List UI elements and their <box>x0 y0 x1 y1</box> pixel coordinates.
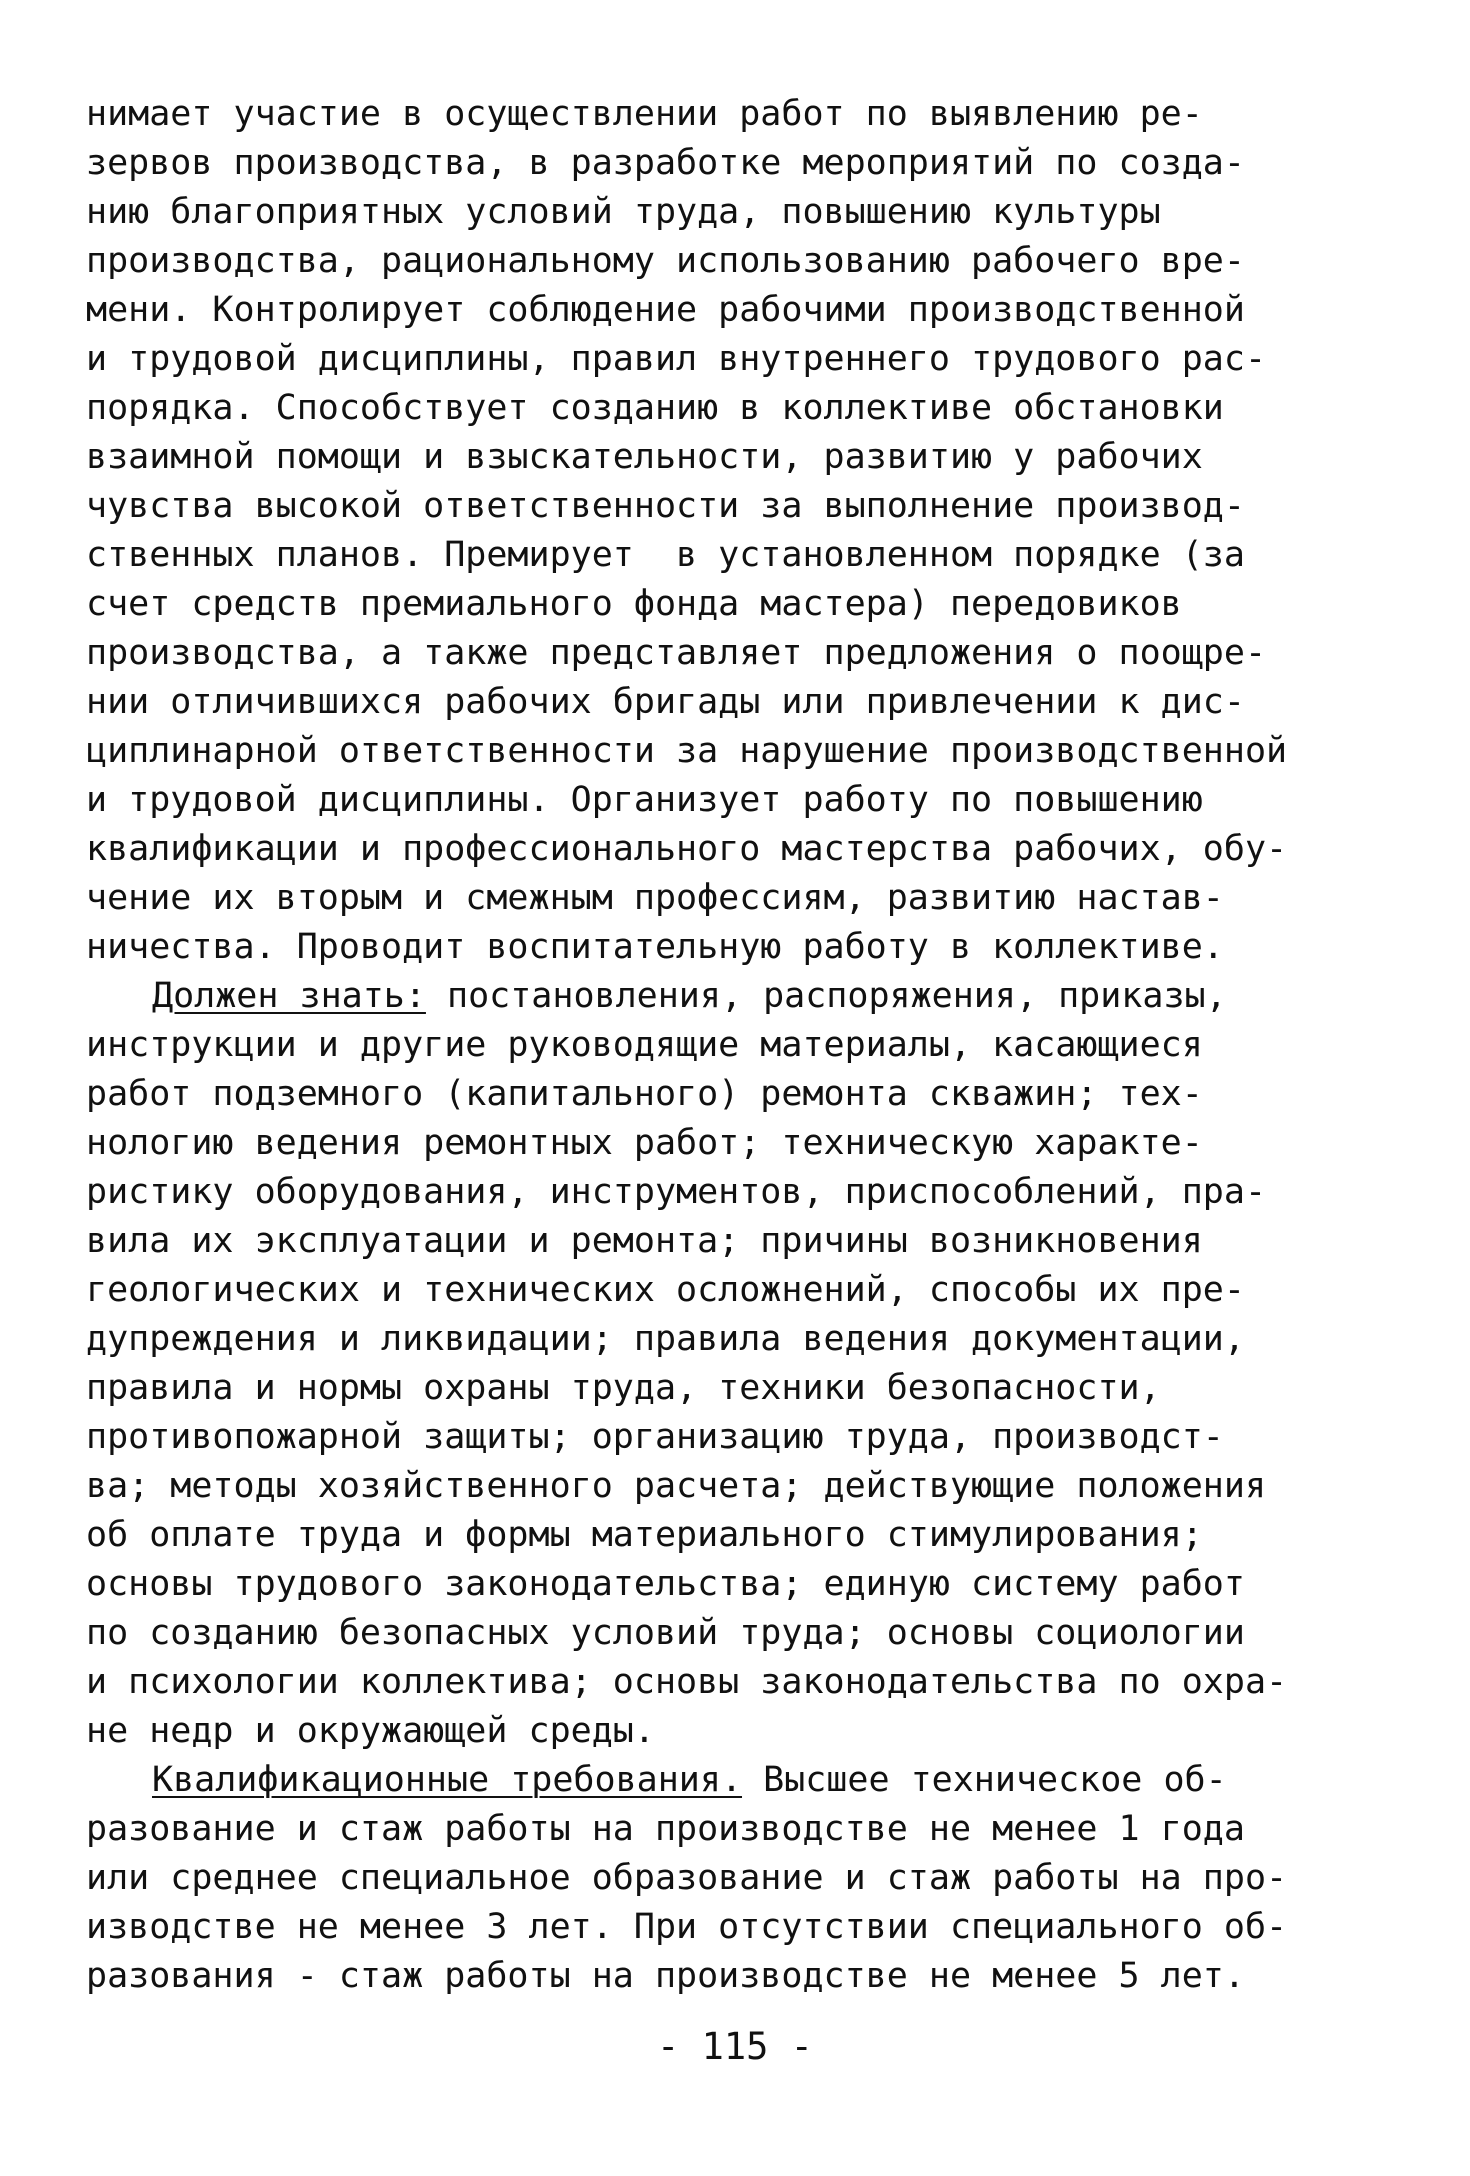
paragraph-responsibilities <box>86 90 1396 972</box>
text-span: Высшее техническое об- <box>742 1760 1227 1800</box>
text-line: квалификации и профессионального мастерства рабочих, обу- <box>86 829 1288 869</box>
text-line: производства, рациональному использованию рабочего вре- <box>86 241 1245 281</box>
text-line: счет средств премиального фонда мастера) передовиков <box>86 584 1182 624</box>
text-line: инструкции и другие руководящие материалы, касающиеся <box>86 1025 1203 1065</box>
text-line: ничества. Проводит воспитательную работу в коллективе. <box>86 927 1224 967</box>
text-span: постановления, распоряжения, приказы, <box>425 976 1227 1016</box>
text-line: производства, а также представляет предложения о поощре- <box>86 633 1267 673</box>
text-line: противопожарной защиты; организацию труда, производст- <box>86 1417 1224 1457</box>
text-line: дупреждения и ликвидации; правила ведения документации, <box>86 1319 1245 1359</box>
text-line: правила и нормы охраны труда, техники безопасности, <box>86 1368 1161 1408</box>
text-line: нологию ведения ремонтных работ; техническую характе- <box>86 1123 1203 1163</box>
text-line: чение их вторым и смежным профессиям, развитию настав- <box>86 878 1224 918</box>
text-line: ственных планов. Премирует в установленном порядке (за <box>86 535 1245 575</box>
text-line: нии отличившихся рабочих бригады или привлечении к дис- <box>86 682 1245 722</box>
text-line: циплинарной ответственности за нарушение производственной <box>86 731 1288 771</box>
text-line: разования - стаж работы на производстве не менее 5 лет. <box>86 1956 1245 1996</box>
text-line: и трудовой дисциплины, правил внутреннего трудового рас- <box>86 339 1267 379</box>
text-line: не недр и окружающей среды. <box>86 1711 655 1751</box>
paragraph-must-know <box>86 972 1396 1756</box>
text-line: мени. Контролирует соблюдение рабочими производственной <box>86 290 1245 330</box>
body-text <box>86 90 1396 2001</box>
text-line <box>86 972 1396 1021</box>
text-line: и психологии коллектива; основы законодательства по охра- <box>86 1662 1288 1702</box>
text-line: нимает участие в осуществлении работ по выявлению ре- <box>86 94 1203 134</box>
text-line: и трудовой дисциплины. Организует работу по повышению <box>86 780 1203 820</box>
text-line: нию благоприятных условий труда, повышению культуры <box>86 192 1161 232</box>
page-number: - 115 - <box>657 2025 813 2068</box>
text-line: чувства высокой ответственности за выполнение производ- <box>86 486 1245 526</box>
text-line: взаимной помощи и взыскательности, развитию у рабочих <box>86 437 1203 477</box>
text-line: зервов производства, в разработке мероприятий по созда- <box>86 143 1245 183</box>
text-line: ва; методы хозяйственного расчета; действующие положения <box>86 1466 1267 1506</box>
text-line: разование и стаж работы на производстве не менее 1 года <box>86 1809 1245 1849</box>
text-line: об оплате труда и формы материального стимулирования; <box>86 1515 1203 1555</box>
text-line: работ подземного (капитального) ремонта скважин; тех- <box>86 1074 1203 1114</box>
text-line: или среднее специальное образование и стаж работы на про- <box>86 1858 1288 1898</box>
section-heading-must-know: Должен знать: <box>152 976 426 1016</box>
text-line: ристику оборудования, инструментов, приспособлений, пра- <box>86 1172 1267 1212</box>
text-line: геологических и технических осложнений, способы их пре- <box>86 1270 1245 1310</box>
section-heading-qualification: Квалификационные требования. <box>152 1760 743 1800</box>
text-line <box>86 1756 1396 1805</box>
text-line: вила их эксплуатации и ремонта; причины возникновения <box>86 1221 1203 1261</box>
text-line: по созданию безопасных условий труда; основы социологии <box>86 1613 1245 1653</box>
text-line: основы трудового законодательства; единую систему работ <box>86 1564 1245 1604</box>
paragraph-qualification <box>86 1756 1396 2001</box>
text-line: порядка. Способствует созданию в коллективе обстановки <box>86 388 1224 428</box>
text-line: изводстве не менее 3 лет. При отсутствии специального об- <box>86 1907 1288 1947</box>
